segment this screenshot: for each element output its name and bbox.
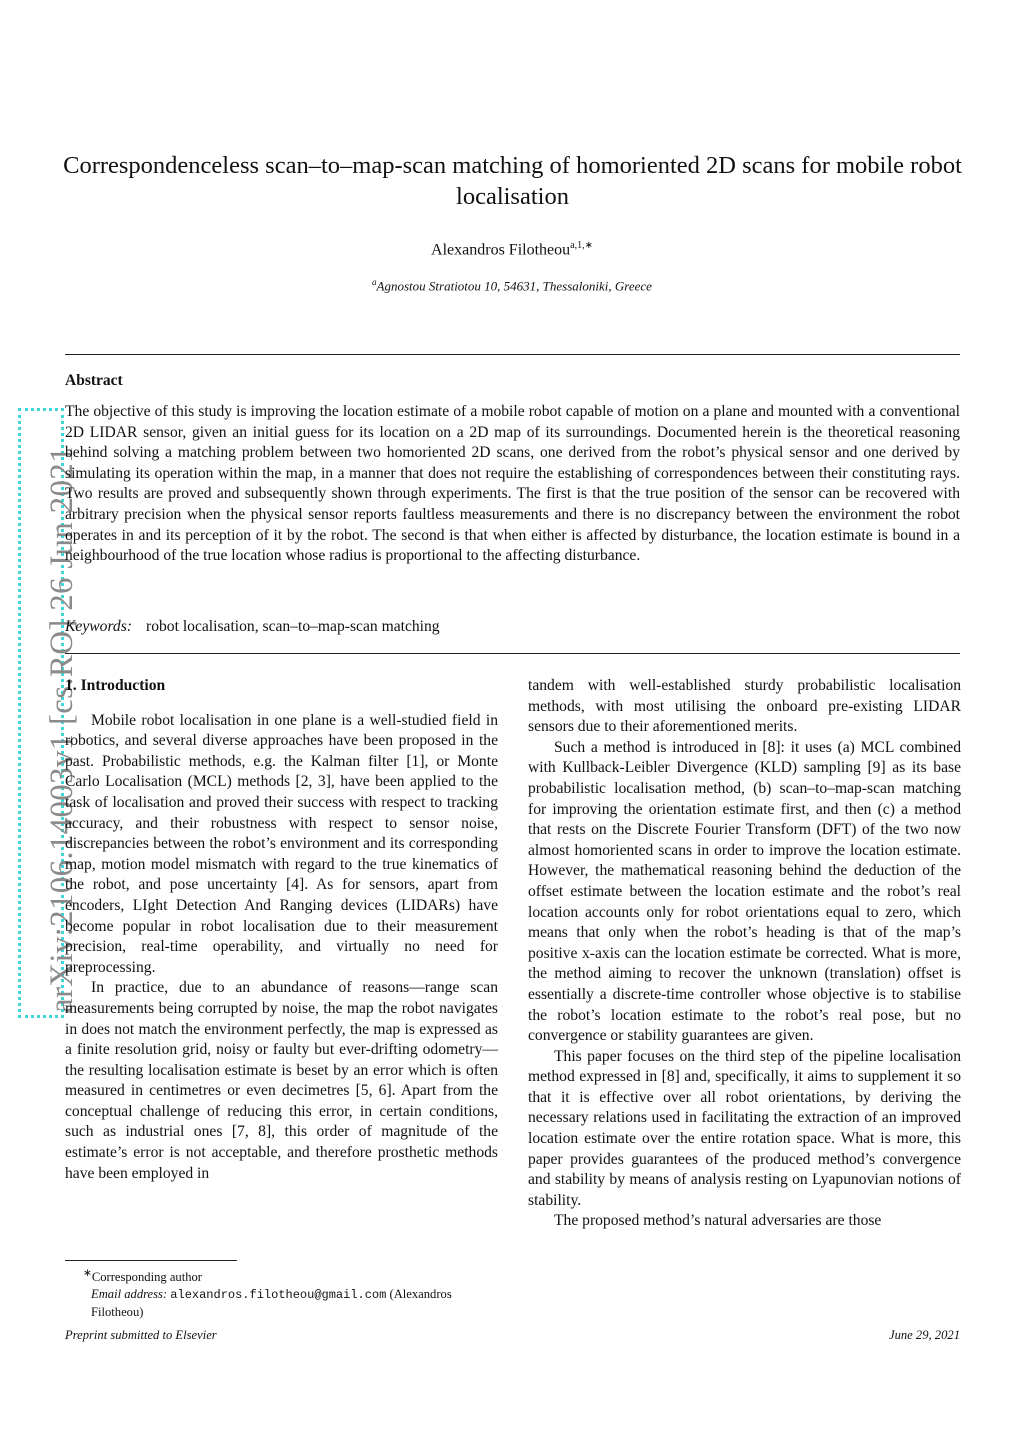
footnote (65, 1265, 498, 1321)
keywords-text: robot localisation, scan–to–map-scan matching (146, 618, 440, 635)
email-address-link[interactable]: alexandros.filotheou@gmail.com (170, 1288, 387, 1303)
footnote-corresponding-text: Corresponding author (91, 1270, 202, 1285)
paper-title: Correspondenceless scan–to–map-scan matching of homoriented 2D scans for mobile robot localisation (63, 152, 962, 210)
keywords-line (65, 618, 960, 636)
intro-paragraph-1: Mobile robot localisation in one plane is a well-studied field in robotics, and several diverse approaches have been proposed in the past. Probabilistic methods, e.g. the Kalman filter [1], or Monte Carlo Localisation (MCL) methods [2, 3], have been applied to the task of localisation and proved their success with respect to tracking accuracy, and their robustness with respect to sensor noise, discrepancies between the robot’s environment and its corresponding map, motion model mismatch with regard to the true kinematics of the robot, and pose uncertainty [4]. As for sensors, apart from encoders, LIght Detection And Ranging devices (LIDARs) have become popular in robot localisation due to their measurement precision, real-time operability, and virtually no need for preprocessing. (65, 711, 498, 976)
author-name: Alexandros Filotheou (431, 241, 571, 259)
intro-paragraph-5: The proposed method’s natural adversaries are those (554, 1212, 882, 1230)
intro-paragraph-2: In practice, due to an abundance of reasons—range scan measurements being corrupted by noise, the map the robot navigates in does not match the environment perfectly, the map is expressed as a finite resolution grid, noisy or faulty but ever-drifting odometry—the resulting localisation estimate is beset by an error which is often measured in centimetres or even decimetres [5, 6]. Apart from the conceptual challenge of reducing this error, in certain conditions, such as industrial ones [7, 8], this order of magnitude of the estimate’s error is not acceptable, and therefore prosthetic methods have been employed in (65, 979, 498, 1182)
affiliation-line (0, 277, 1024, 294)
right-column (528, 676, 961, 1232)
intro-paragraph-4: This paper focuses on the third step of the pipeline localisation method expressed in [8] and, specifically, it aims to supplement it so that it is effective over all robot orientations, by deriving the necessary relations used in facilitating the extraction of an improved location estimate over the entire rotation space. What is more, this paper provides guarantees of the produced method’s convergence and stability by means of analysis resting on Lyapunovian notions of stability. (528, 1047, 961, 1209)
preprint-date: June 29, 2021 (889, 1328, 960, 1342)
preprint-note: Preprint submitted to Elsevier (65, 1328, 217, 1342)
abstract-heading: Abstract (65, 372, 123, 389)
top-rule (65, 354, 960, 355)
affiliation-superscript: a (372, 277, 377, 287)
abstract-text: The objective of this study is improving the location estimate of a mobile robot capable of motion on a plane and mounted with a conventional 2D LIDAR sensor, given an initial guess for its location on a 2D map of its surroundings. Documented herein is the theoretical reasoning behind solving a matching problem between two homoriented 2D scans, one derived from the robot’s physical sensor and one derived by simulating its operation within the map, in a manner that does not require the establishing of correspondences between their constituting rays. Two results are proved and subsequently shown through experiments. The first is that the true position of the sensor can be recovered with arbitrary precision when the physical sensor reports faultless measurements and there is no discrepancy between the environment the robot operates in and its perception of it by the robot. The second is that when either is affected by disturbance, the location estimate is bound in a neighbourhood of the true location whose radius is proportional to the affecting disturbance. (65, 403, 960, 565)
author-line (0, 240, 1024, 259)
arxiv-identifier[interactable]: arXiv:2106.14003v1 [cs.RO] 26 Jun 2021 (44, 446, 80, 1013)
keywords-label: Keywords: (65, 618, 132, 635)
footnote-star: ∗ (83, 1268, 92, 1279)
footnote-email-line (65, 1286, 498, 1321)
author-superscript: a,1,∗ (570, 240, 593, 251)
intro-paragraph-3: Such a method is introduced in [8]: it uses (a) MCL combined with Kullback-Leibler Divergence (KLD) sampling [9] as its base probabilistic localisation method, (b) scan–to–map-scan matching for improving the orientation estimate first, and then (c) a method that rests on the Discrete Fourier Transform (DFT) of the two now almost homoriented scans in order to improve the location estimate. However, the mathematical reasoning behind the deduction of the offset estimate between the location estimate and the robot’s real location accounts only for robot orientations equal to zero, which means that only when the robot’s heading is that of the map’s positive x-axis can the location estimate be corrected. What is more, the method aiming to recover the unknown (translation) offset is essentially a discrete-time controller whose objective is to stabilise the robot’s location estimate to the robot’s real pose, but no convergence or stability guarantees are given. (528, 738, 961, 1045)
abstract-bottom-rule (65, 653, 960, 654)
email-label: Email address: (91, 1287, 168, 1302)
intro-paragraph-2-continued: tandem with well-established sturdy probabilistic localisation methods, with most utilising the onboard pre-existing LIDAR sensors due to their aforementioned merits. (528, 677, 961, 736)
footnote-corresponding (65, 1265, 498, 1286)
affiliation-text: Agnostou Stratiotou 10, 54631, Thessaloniki, Greece (376, 278, 652, 294)
section-heading-introduction: 1. Introduction (65, 677, 166, 694)
left-column (65, 676, 498, 1184)
footnote-rule (65, 1260, 237, 1261)
email-owner: (Alexandros Filotheou) (91, 1287, 452, 1320)
